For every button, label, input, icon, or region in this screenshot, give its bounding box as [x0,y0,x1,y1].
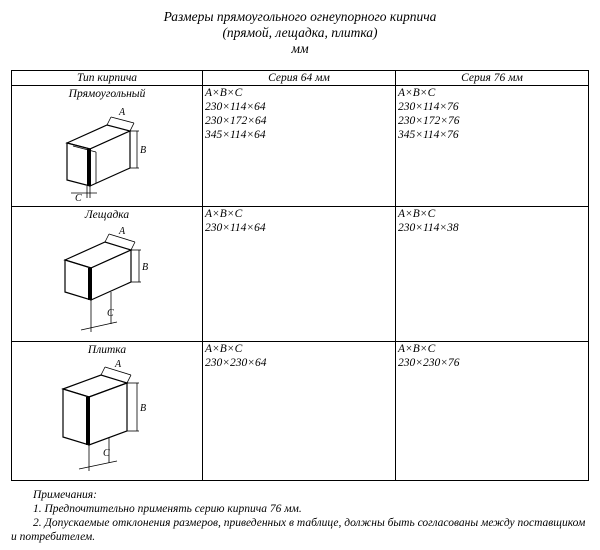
notes-section [11,488,591,544]
title-line-1: Размеры прямоугольного огнеупорного кирпича [163,9,437,24]
size-value: 230×230×64 [205,357,267,369]
size-notation: A×B×C [398,87,436,99]
size-notation: A×B×C [205,208,243,220]
title-line-2: (прямой, лещадка, плитка) [222,25,378,40]
series-64-cell [203,86,396,207]
brick-type-cell [12,207,203,342]
series-64-cell [203,207,396,342]
note-item: 1. Предпочтительно применять серию кирпича 76 мм. [33,503,302,515]
header-brick-type: Тип кирпича [12,71,203,86]
table-row [12,342,589,481]
series-76-cell [396,207,589,342]
series-76-cell [396,86,589,207]
brick-type-label: Прямоугольный [68,88,146,100]
tile-brick-drawing [47,357,167,477]
size-notation: A×B×C [398,343,436,355]
dimension-b-label: B [142,262,149,273]
size-value: 230×230×76 [398,357,460,369]
size-value: 230×172×64 [205,115,267,127]
size-value: 345×114×76 [398,129,459,141]
note-item: 2. Допускаемые отклонения размеров, приведенных в таблице, должны быть согласованы между поставщиком и потребителем. [11,517,586,543]
size-value: 345×114×64 [205,129,266,141]
dimension-a-label: A [115,359,122,370]
size-notation: A×B×C [398,208,436,220]
table-row [12,86,589,207]
size-value: 230×172×76 [398,115,460,127]
size-value: 230×114×64 [205,101,266,113]
brick-type-label: Лещадка [84,209,130,221]
brick-sizes-table [11,70,589,481]
dimension-c-label: C [75,193,82,203]
size-notation: A×B×C [205,343,243,355]
header-series-76: Серия 76 мм [396,71,589,86]
document-title [0,9,600,57]
series-76-cell [396,342,589,481]
header-series-64: Серия 64 мм [203,71,396,86]
brick-type-cell [12,86,203,207]
size-value: 230×114×64 [205,222,266,234]
dimension-b-label: B [140,145,147,156]
size-notation: A×B×C [205,87,243,99]
table-row [12,207,589,342]
title-units: мм [291,41,309,56]
brick-type-cell [12,342,203,481]
dimension-c-label: C [103,448,110,459]
size-value: 230×114×76 [398,101,459,113]
dimension-a-label: A [119,107,126,118]
dimension-a-label: A [119,226,126,237]
series-64-cell [203,342,396,481]
size-value: 230×114×38 [398,222,459,234]
straight-brick-drawing [47,101,167,203]
flat-brick-drawing [47,222,167,338]
dimension-c-label: C [107,308,114,319]
brick-type-label: Плитка [87,344,127,356]
dimension-b-label: B [140,403,147,414]
table-header-row [12,71,589,86]
notes-heading: Примечания: [33,489,97,501]
